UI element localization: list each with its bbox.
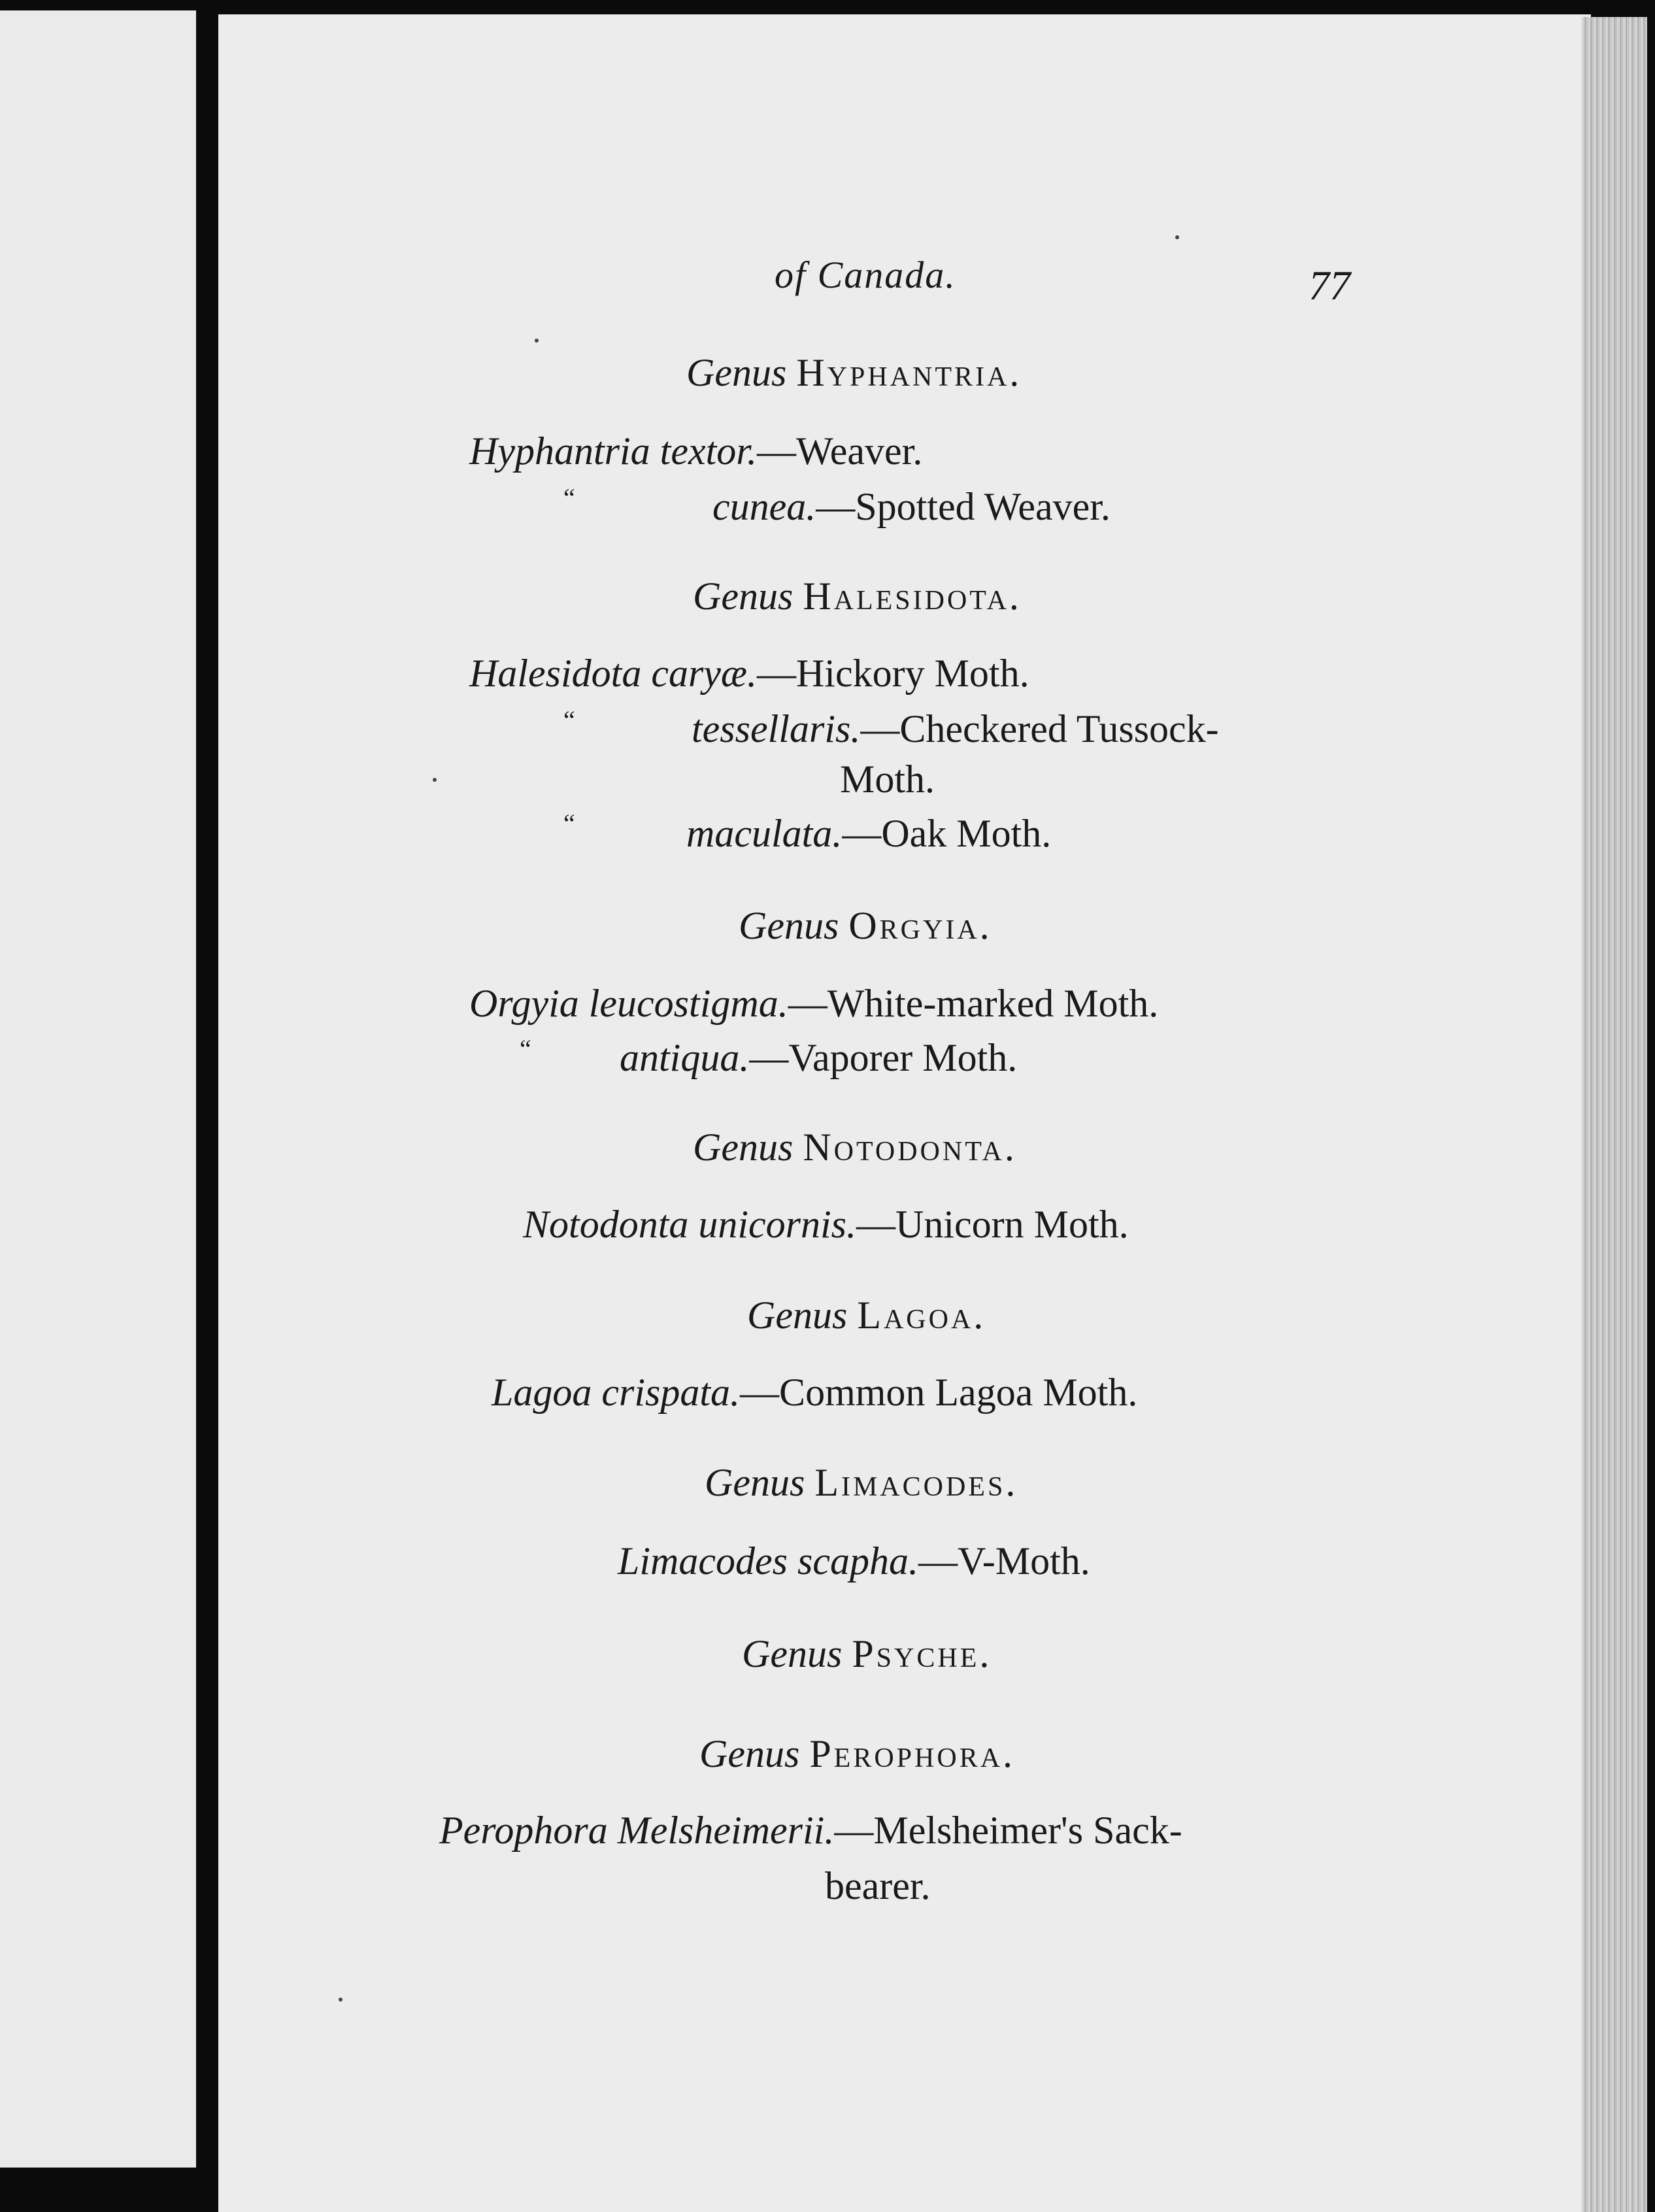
- genus-heading: [739, 906, 992, 945]
- species-name: Hyphantria textor.: [469, 429, 757, 473]
- common-name: —White-marked Moth.: [788, 982, 1159, 1025]
- page-edges: [1582, 17, 1655, 2212]
- species-entry: [439, 1811, 1182, 1850]
- genus-label: Genus: [747, 1294, 848, 1337]
- common-name: —Weaver.: [756, 429, 923, 473]
- continuation-line: bearer.: [825, 1864, 931, 1907]
- species-entry: [686, 814, 1051, 853]
- genus-name: Hyphantria.: [796, 351, 1022, 394]
- speck: [433, 778, 437, 782]
- species-name: Halesidota caryæ.: [469, 652, 757, 695]
- species-name: tessellaris.: [692, 707, 861, 750]
- genus-heading: [693, 1128, 1017, 1167]
- common-name: —Checkered Tussock-: [860, 707, 1219, 750]
- species-entry: [469, 984, 1158, 1023]
- page-number: 77: [1309, 262, 1350, 309]
- species-name: Perophora Melsheimerii.: [439, 1809, 835, 1852]
- common-name: —Spotted Weaver.: [816, 485, 1111, 528]
- common-name: —Melsheimer's Sack-: [834, 1809, 1182, 1852]
- genus-name: Limacodes.: [814, 1461, 1018, 1504]
- genus-label: Genus: [693, 1126, 794, 1169]
- common-name: —Oak Moth.: [842, 812, 1052, 855]
- common-name: —Hickory Moth.: [756, 652, 1029, 695]
- species-name: Lagoa crispata.: [492, 1371, 741, 1414]
- genus-name: Perophora.: [809, 1732, 1016, 1775]
- speck: [1175, 235, 1179, 239]
- species-entry: [469, 654, 1029, 693]
- genus-heading: [742, 1634, 992, 1673]
- species-entry: [618, 1541, 1090, 1581]
- running-title: of Canada.: [775, 254, 956, 296]
- genus-label: Genus: [693, 575, 794, 618]
- ditto-mark: “: [520, 1034, 531, 1064]
- ditto-mark: “: [563, 483, 575, 512]
- book-gutter: [196, 0, 218, 2212]
- genus-heading: [693, 577, 1022, 616]
- continuation-line: Moth.: [840, 758, 935, 801]
- speck: [339, 1998, 343, 2002]
- common-name: —V-Moth.: [918, 1539, 1090, 1583]
- species-entry: [523, 1205, 1129, 1244]
- ditto-mark: “: [563, 705, 575, 735]
- species-name: Orgyia leucostigma.: [469, 982, 788, 1025]
- species-entry: [692, 709, 1219, 748]
- genus-label: Genus: [742, 1632, 843, 1675]
- ditto-mark: “: [563, 809, 575, 838]
- species-entry: [492, 1373, 1137, 1412]
- left-page: [0, 10, 196, 2168]
- species-name: Limacodes scapha.: [618, 1539, 918, 1583]
- genus-heading: [686, 353, 1022, 392]
- common-name: —Vaporer Moth.: [749, 1036, 1018, 1079]
- genus-heading: [699, 1734, 1015, 1773]
- speck: [535, 339, 539, 343]
- genus-heading: [705, 1463, 1018, 1502]
- genus-name: Notodonta.: [803, 1126, 1017, 1169]
- species-name: cunea.: [712, 485, 816, 528]
- genus-label: Genus: [705, 1461, 805, 1504]
- species-name: antiqua.: [620, 1036, 750, 1079]
- genus-name: Psyche.: [852, 1632, 992, 1675]
- genus-heading: [747, 1296, 986, 1335]
- common-name: —Common Lagoa Moth.: [740, 1371, 1138, 1414]
- genus-name: Lagoa.: [857, 1294, 986, 1337]
- species-entry: [620, 1038, 1017, 1077]
- genus-name: Halesidota.: [803, 575, 1022, 618]
- species-entry: [712, 487, 1111, 526]
- genus-label: Genus: [686, 351, 787, 394]
- species-name: maculata.: [686, 812, 843, 855]
- species-name: Notodonta unicornis.: [523, 1203, 857, 1246]
- species-entry: [469, 431, 922, 471]
- genus-label: Genus: [739, 904, 839, 947]
- genus-name: Orgyia.: [848, 904, 992, 947]
- common-name: —Unicorn Moth.: [856, 1203, 1129, 1246]
- genus-label: Genus: [699, 1732, 800, 1775]
